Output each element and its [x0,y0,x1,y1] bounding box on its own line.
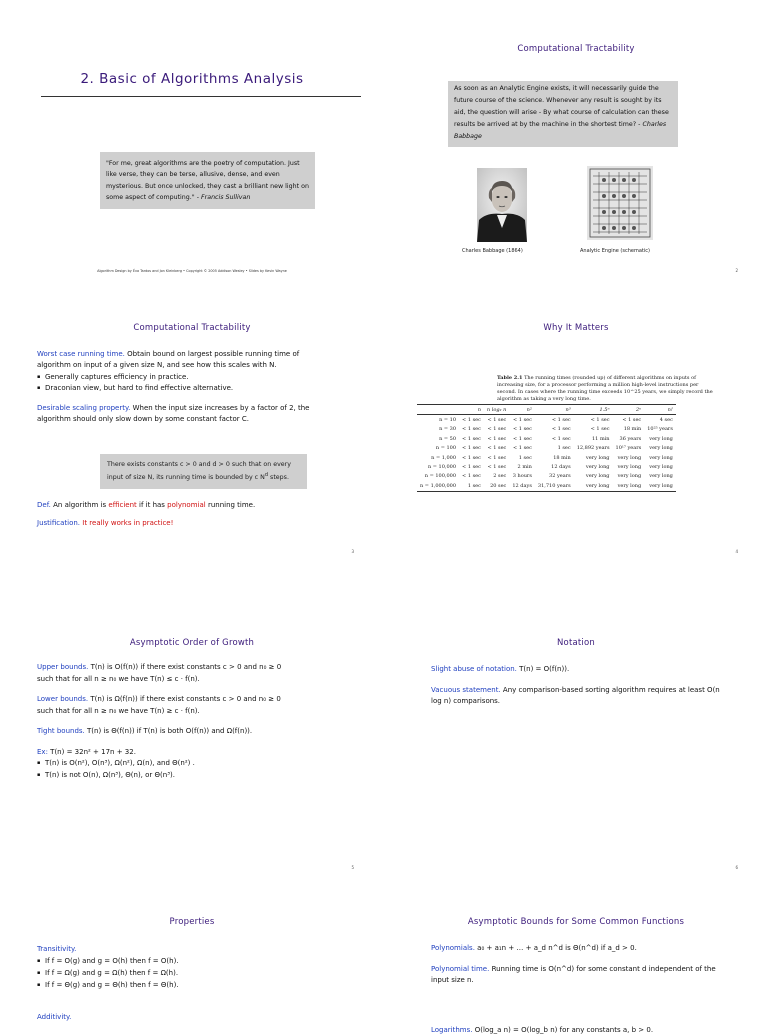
table-header-cell [417,405,459,415]
table-cell: 18 min [553,454,571,461]
running-times-table-wrap [417,404,676,492]
bullet: ▪ Generally captures efficiency in practice. [37,372,322,383]
analytic-engine-schematic [587,166,653,240]
bullet: ▪ If f = Ω(g) and g = Ω(h) then f = Ω(h). [37,967,337,979]
title-rule [41,96,361,97]
table-cell: very long [649,445,673,452]
table-cell: < 1 sec [462,445,481,452]
table-cell: < 1 sec [462,454,481,461]
table-cell: 1 sec [557,445,571,452]
table-cell: < 1 sec [487,426,507,433]
portrait-caption: Charles Babbage (1864) [462,248,523,254]
table-header-cell: n log₂ n [484,405,509,415]
slide-title: Asymptotic Bounds for Some Common Functions [467,917,685,927]
table-header-cell: n³ [535,405,574,415]
table-cell: < 1 sec [462,435,481,442]
table-cell: 10²⁵ years [647,426,673,433]
table-cell: 12,892 years [576,445,610,452]
table-row [417,453,676,462]
table-row [417,481,676,491]
table-cell: < 1 sec [487,435,507,442]
slide-title: Properties [169,917,215,927]
worst-case-para: Worst case running time. Obtain bound on largest possible running time of algorithm on input of a given size N, and see how this scales with N. [37,350,300,370]
table-cell: 2 min [517,464,532,471]
table-cell: 11 min [592,435,610,442]
table-cell: 12 days [509,481,535,491]
table-cell: very long [649,464,673,471]
page-number: 4 [735,549,738,554]
table-cell: n = 100 [435,445,457,452]
table-cell: < 1 sec [462,426,481,433]
slide-body: Transitivity. ▪ If f = O(g) and g = O(h) then f = O(h). ▪ If f = Ω(g) and g = Ω(h) then f = Ω(h). ▪ If f = Θ(g) and g = Θ(h) then f = Θ(h). Additivity. [37,943,337,1023]
quote-author: Charles Babbage [454,121,667,140]
slide-8 [384,837,768,1034]
table-row [417,472,676,481]
bullet: ▪ If f = Θ(g) and g = Θ(h) then f = Θ(h). [37,979,337,991]
table-row [417,444,676,453]
quote-author: Francis Sullivan [201,193,251,201]
table-cell: very long [649,435,673,442]
table-cell: 32 years [549,473,571,480]
slide-title: Computational Tractability [517,44,635,54]
table-cell: very long [644,481,676,491]
table-cell: very long [585,454,610,461]
quote-text: As soon as an Analytic Engine exists, it will necessarily guide the future course of the science. Whenever any result is sought by its aid, the question will arise - By what course of calculation can these results be arrived at by the machine in the shortest time? - [454,85,669,128]
table-cell: < 1 sec [513,417,532,424]
table-cell: n = 10 [439,417,457,424]
table-header-cell: n [459,405,484,415]
slide-1 [0,0,384,279]
slide-body: Upper bounds. T(n) is O(f(n)) if there exist constants c > 0 and n₀ ≥ 0 such that for all n ≥ n₀ we have T(n) ≤ c · f(n). Lower bounds. T(n) is Ω(f(n)) if there exist constants c > 0 and n₀ ≥ 0 such that for all n ≥ n₀ we have T(n) ≥ c · f(n). Tight bounds. T(n) is Θ(f(n)) if T(n) is both O(f(n)) and Ω(f(n)). Ex: T(n) = 32n² + 17n + 32. ▪ T(n) is O(n²), O(n³), Ω(n²), Ω(n), and Θ(n²) . ▪ T(n) is not O(n), Ω(n³), Θ(n), or Θ(n³). [37,662,347,781]
table-cell: very long [649,454,673,461]
table-cell: very long [585,464,610,471]
slide-title: Computational Tractability [133,323,251,333]
table-header-cell: 1.5ⁿ [574,405,613,415]
table-cell: n = 30 [439,426,457,433]
table-caption: Table 2.1 The running times (rounded up) of different algorithms on inputs of increasing size, for a processor performing a million high-level instructions per second. In cases where the running time exceeds 10^25 years, we simply record the algorithm as taking a very long time. [497,375,713,402]
slide-3 [0,279,384,558]
table-cell: 20 sec [484,481,509,491]
bullet: ▪ T(n) is not O(n), Ω(n³), Θ(n), or Θ(n³). [37,770,347,782]
table-cell: very long [617,473,642,480]
bullet: ▪ T(n) is O(n²), O(n³), Ω(n²), Ω(n), and Θ(n²) . [37,758,347,770]
table-header-cell: n! [644,405,676,415]
slide-5 [0,558,384,870]
table-cell: 18 min [623,426,642,433]
slide-4 [384,279,768,558]
table-row [417,415,676,425]
slide-title: Why It Matters [543,323,609,333]
slide-7 [0,837,384,1024]
page-number: 2 [735,268,738,273]
slide-title: 2. Basic of Algorithms Analysis [80,71,304,87]
quote-box [448,81,678,147]
table-cell: < 1 sec [513,435,532,442]
quote-text: "For me, great algorithms are the poetry of computation. Just like verse, they can be terse, allusive, dense, and even mysterious. But once unlocked, they cast a brilliant new light on some aspect of computing." - [106,160,309,201]
table-cell: < 1 sec [590,426,610,433]
table-cell: < 1 sec [590,417,610,424]
table-cell: 4 sec [659,417,673,424]
babbage-portrait [477,168,527,242]
justification-para: Justification. It really works in practice! [37,519,174,528]
table-cell: < 1 sec [551,426,571,433]
table-cell: very long [617,454,642,461]
table-cell: < 1 sec [487,445,507,452]
slide-title: Asymptotic Order of Growth [129,638,255,648]
table-cell: < 1 sec [462,464,481,471]
table-cell: 12 days [551,464,571,471]
table-cell: n = 1,000 [431,454,457,461]
table-cell: < 1 sec [551,417,571,424]
table-row [417,425,676,434]
table-cell: < 1 sec [487,454,507,461]
table-cell: very long [574,481,613,491]
engine-caption: Analytic Engine (schematic) [580,248,650,254]
slide-body: Polynomials. a₀ + a₁n + … + a_d n^d is Θ(n^d) if a_d > 0. Polynomial time. Running time is O(n^d) for some constant d independent of the input size n. Logarithms. O(log_a n) = O(log_b n) for any constants a, b > 0. [431,944,716,1034]
table-cell: < 1 sec [513,426,532,433]
table-cell: n = 50 [439,435,457,442]
quote-box [100,152,315,209]
definition-para: Def. An algorithm is efficient if it has polynomial running time. [37,501,256,509]
table-cell: < 1 sec [487,464,507,471]
table-cell: very long [585,473,610,480]
slide-footer: Algorithm Design by Éva Tardos and Jon Kleinberg • Copyright © 2005 Addison Wesley • Slides by Kevin Wayne [97,269,287,273]
page-number: 3 [351,549,354,554]
table-cell: 1 sec [459,481,484,491]
table-cell: n = 10,000 [427,464,457,471]
table-row [417,462,676,471]
page-number: 6 [735,865,738,870]
bullet: ▪ Draconian view, but hard to find effective alternative. [37,383,322,394]
term-label: Desirable scaling property. [37,404,131,413]
table-row [417,434,676,443]
slide-body: Slight abuse of notation. T(n) = O(f(n)). Vacuous statement. Any comparison-based sorting algorithm requires at least O(n log n) comparisons. [431,665,720,705]
table-header-cell: 2ⁿ [613,405,645,415]
table-cell: n = 100,000 [424,473,457,480]
table-cell: very long [617,464,642,471]
scaling-para: Desirable scaling property. When the input size increases by a factor of 2, the algorithm should only slow down by some constant factor C. [37,404,310,424]
table-cell: 2 sec [493,473,507,480]
slide-6 [384,558,768,870]
table-cell: < 1 sec [622,417,642,424]
table-cell: 10¹⁷ years [615,445,642,452]
table-cell: < 1 sec [462,417,481,424]
table-cell: < 1 sec [462,473,481,480]
constant-box: There exists constants c > 0 and d > 0 such that on every input of size N, its running time is bounded by c $N^d$ steps. [100,454,307,489]
page-number: 5 [351,865,354,870]
slide-body [37,349,322,426]
table-cell: n = 1,000,000 [417,481,459,491]
table-cell: very long [649,473,673,480]
table-header-cell: n² [509,405,535,415]
definition-block [37,500,337,530]
table-cell: very long [613,481,645,491]
bullet: ▪ If f = O(g) and g = O(h) then f = O(h). [37,955,337,967]
table-cell: 1 sec [518,454,532,461]
slide-2 [384,0,768,279]
table-cell: 36 years [619,435,642,442]
table-cell: 31,710 years [535,481,574,491]
running-times-table [417,404,676,492]
table-cell: 3 hours [512,473,532,480]
table-cell: < 1 sec [513,445,532,452]
table-cell: < 1 sec [551,435,571,442]
table-cell: < 1 sec [487,417,507,424]
term-label: Worst case running time. [37,350,125,358]
slide-title: Notation [557,638,595,648]
